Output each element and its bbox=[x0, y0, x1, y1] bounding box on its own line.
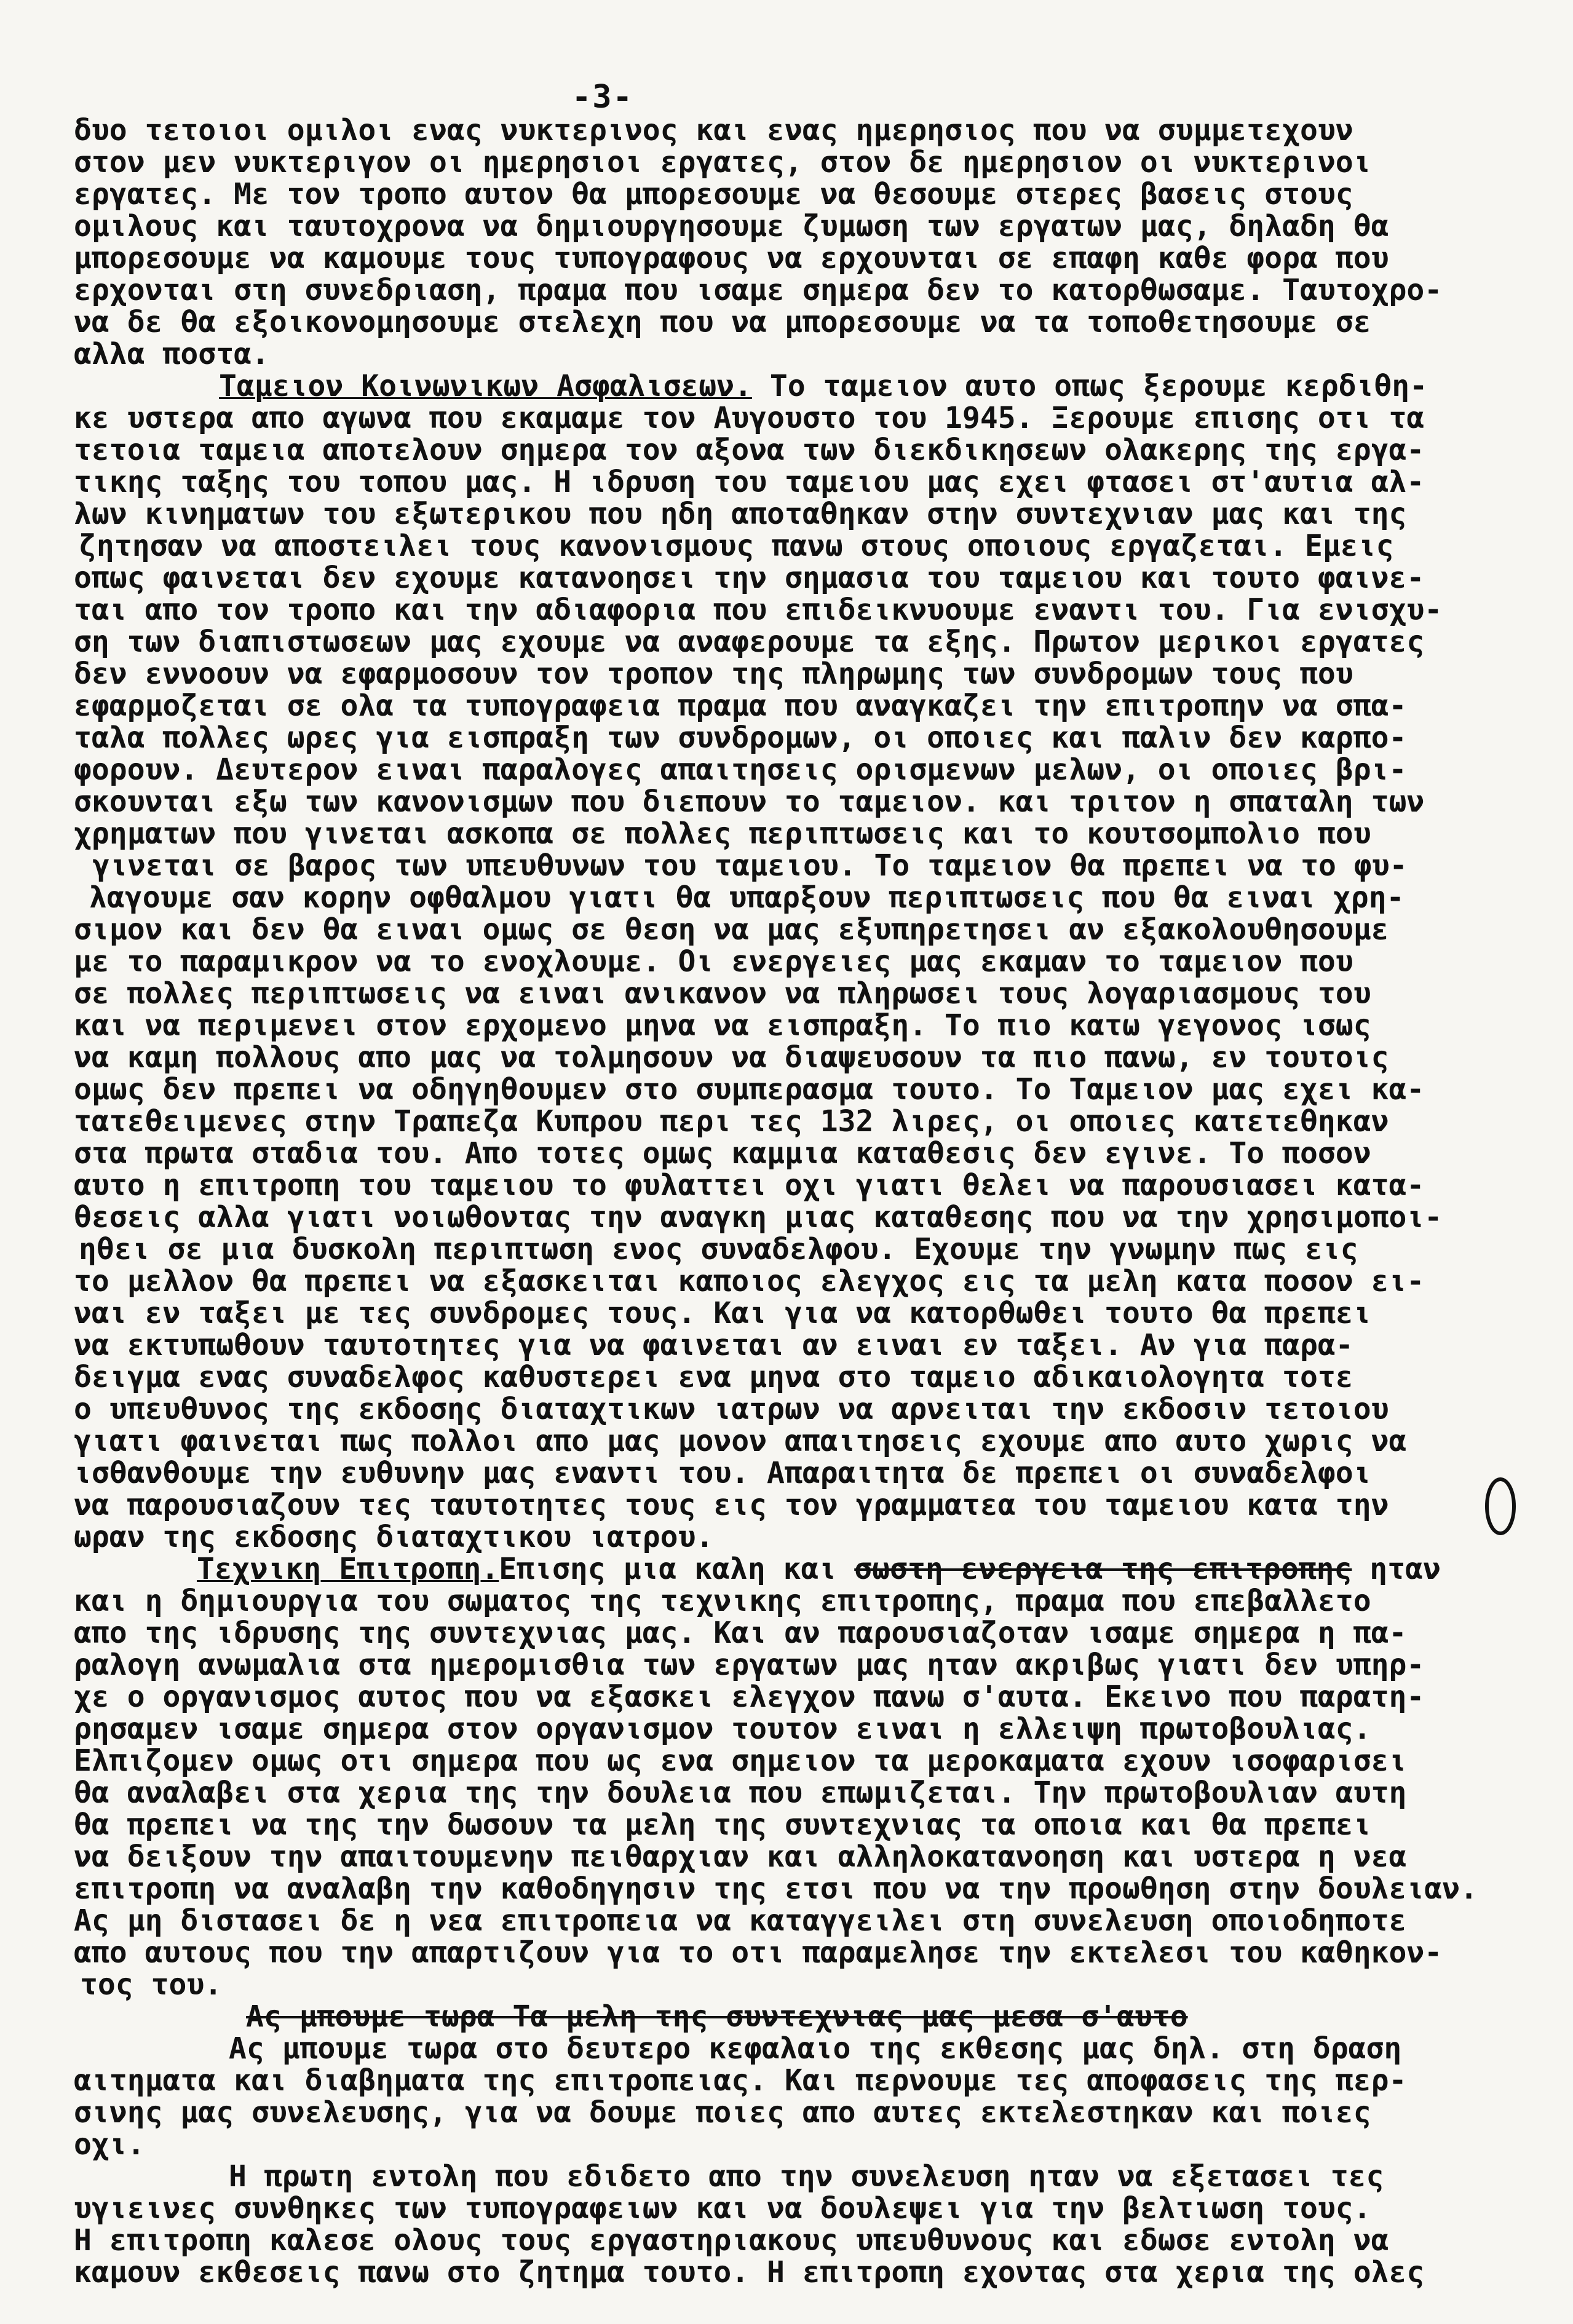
text-line: αλλα ποστα. bbox=[74, 337, 269, 371]
text-line: εργατες. Με τον τροπο αυτον θα μπορεσουμε να θεσουμε στερες βασεις στους bbox=[74, 177, 1353, 211]
text-line: αιτηματα και διαβηματα της επιτροπειας. Και περνουμε τες αποφασεις της περ- bbox=[74, 2063, 1407, 2098]
section-heading-techniki: Τεχνικη Επιτροπη. bbox=[197, 1552, 499, 1586]
section-line bbox=[0, 370, 1573, 402]
text-line: απο της ιδρυσης της συντεχνιας μας. Και αν παρουσιαζοταν ισαμε σημερα η πα- bbox=[74, 1616, 1407, 1650]
text-line: ζητησαν να αποστειλει τους κανονισμους πανω στους οποιους εργαζεται. Εμεις bbox=[79, 529, 1394, 563]
text-line: γιατι φαινεται πως πολλοι απο μας μονον απαιτησεις εχουμε απο αυτο χωρις να bbox=[74, 1424, 1407, 1458]
text-line: να εκτυπωθουν ταυτοτητες για να φαινεται αν ειναι εν ταξει. Αν για παρα- bbox=[74, 1328, 1353, 1362]
text-line: ερχονται στη συνεδριαση, πραμα που ισαμε σημερα δεν το κατορθωσαμε. Ταυτοχρο- bbox=[74, 273, 1443, 307]
text-line: ταλα πολλες ωρες για εισπραξη των συνδρομων, οι οποιες και παλιν δεν καρπο- bbox=[74, 721, 1407, 755]
text-line: ρησαμεν ισαμε σημερα στον οργανισμον τουτον ειναι η ελλειψη πρωτοβουλιας. bbox=[74, 1712, 1371, 1746]
text-line: ο υπευθυνος της εκδοσης διαταχτικων ιατρων να αρνειται την εκδοσιν τετοιου bbox=[74, 1392, 1389, 1426]
text-line: υγιεινες συνθηκες των τυπογραφειων και να δουλεψει για την βελτιωση τους. bbox=[74, 2191, 1371, 2226]
text-line: ναι εν ταξει με τες συνδρομες τους. Και για να κατορθωθει τουτο θα πρεπει bbox=[74, 1296, 1371, 1330]
text-line: μπορεσουμε να καμουμε τους τυπογραφους να ερχουνται σε επαφη καθε φορα που bbox=[74, 241, 1389, 275]
text-line: Ας μπουμε τωρα στο δευτερο κεφαλαιο της εκθεσης μας δηλ. στη δραση bbox=[229, 2031, 1402, 2066]
struck-text: σωστη ενεργεια της επιτροπης bbox=[854, 1552, 1352, 1586]
text-line: τικης ταξης του τοπου μας. Η ιδρυση του ταμειου μας εχει φτασει στ'αυτια αλ- bbox=[74, 465, 1425, 499]
text-line: ομως δεν πρεπει να οδηγηθουμεν στο συμπερασμα τουτο. Το Ταμειον μας εχει κα- bbox=[74, 1072, 1425, 1107]
text-line: να παρουσιαζουν τες ταυτοτητες τους εις τον γραμματεα του ταμειου κατα την bbox=[74, 1488, 1389, 1522]
text-line: τετοια ταμεια αποτελουν σημερα τον αξονα των διεκδικησεων ολακερης της εργα- bbox=[74, 433, 1425, 467]
text-line: σιμον και δεν θα ειναι ομως σε θεση να μας εξυπηρετησει αν εξακολουθησουμε bbox=[74, 912, 1389, 947]
text-line: τατεθειμενες στην Τραπεζα Κυπρου περι τες 132 λιρες, οι οποιες κατετεθηκαν bbox=[74, 1104, 1389, 1139]
text-line: φορουν. Δευτερον ειναι παραλογες απαιτησεις ορισμενων μελων, οι οποιες βρι- bbox=[74, 753, 1407, 787]
text-span: Το ταμειον αυτο οπως ξερουμε κερδιθη- bbox=[751, 369, 1428, 403]
text-line: σινης μας συνελευσης, για να δουμε ποιες απο αυτες εκτελεστηκαν και ποιες bbox=[74, 2095, 1371, 2130]
text-line: θα πρεπει να της την δωσουν τα μελη της συντεχνιας τα οποια και θα πρεπει bbox=[74, 1808, 1371, 1842]
text-line: στα πρωτα σταδια του. Απο τοτες ομως καμμια καταθεσις δεν εγινε. Το ποσον bbox=[74, 1136, 1371, 1171]
text-line: χρηματων που γινεται ασκοπα σε πολλες περιπτωσεις και το κουτσομπολιο που bbox=[74, 816, 1371, 851]
text-line: και να περιμενει στον ερχομενο μηνα να εισπραξη. Το πιο κατω γεγονος ισως bbox=[74, 1008, 1371, 1043]
text-line: δεν εννοουν να εφαρμοσουν τον τροπον της πληρωμης των συνδρομων τους που bbox=[74, 657, 1353, 691]
text-line: λαγουμε σαν κορην οφθαλμου γιατι θα υπαρξουν περιπτωσεις που θα ειναι χρη- bbox=[89, 880, 1405, 915]
text-line: λων κινηματων του εξωτερικου που ηδη αποταθηκαν στην συντεχνιαν μας και της bbox=[74, 497, 1407, 531]
text-line: Η πρωτη εντολη που εδιδετο απο την συνελευση ηταν να εξετασει τες bbox=[229, 2159, 1384, 2194]
text-span: Επισης μια καλη και bbox=[499, 1552, 855, 1586]
text-line: να δε θα εξοικονομησουμε στελεχη που να μπορεσουμε να τα τοποθετησουμε σε bbox=[74, 305, 1371, 339]
struck-text: Ας μπουμε τωρα Τα μελη της συντεχνιας μας μεσα σ'αυτο bbox=[246, 1999, 1188, 2034]
text-line: ηθει σε μια δυσκολη περιπτωση ενος συναδελφου. Εχουμε την γνωμην πως εις bbox=[79, 1232, 1358, 1267]
text-line: εφαρμοζεται σε ολα τα τυπογραφεια πραμα που αναγκαζει την επιτροπην να σπα- bbox=[74, 689, 1407, 723]
text-line: χε ο οργανισμος αυτος που να εξασκει ελεγχον πανω σ'αυτα. Εκεινο που παρατη- bbox=[74, 1680, 1425, 1714]
text-line: αυτο η επιτροπη του ταμειου το φυλαττει οχι γιατι θελει να παρουσιασει κατα- bbox=[74, 1168, 1425, 1203]
text-line: απο αυτους που την απαρτιζουν για το οτι παραμελησε την εκτελεσι του καθηκον- bbox=[74, 1935, 1443, 1970]
handwritten-circle-mark bbox=[1476, 1472, 1525, 1540]
text-line: σκουνται εξω των κανονισμων που διεπουν το ταμειον. και τριτον η σπαταλη των bbox=[74, 785, 1425, 819]
text-line: ωραν της εκδοσης διαταχτικου ιατρου. bbox=[74, 1520, 714, 1554]
text-line: ομιλους και ταυτοχρονα να δημιουργησουμε ζυμωση των εργατων μας, δηλαδη θα bbox=[74, 209, 1389, 243]
text-line: Η επιτροπη καλεσε ολους τους εργαστηριακους υπευθυνους και εδωσε εντολη να bbox=[74, 2223, 1389, 2258]
text-line: οχι. bbox=[74, 2127, 145, 2162]
section-line bbox=[0, 1553, 1573, 1585]
text-line: να καμη πολλους απο μας να τολμησουν να διαψευσουν τα πιο πανω, εν τουτοις bbox=[74, 1040, 1389, 1075]
text-line: ση των διαπιστωσεων μας εχουμε να αναφερουμε τα εξης. Πρωτον μερικοι εργατες bbox=[74, 625, 1425, 659]
text-line: στον μεν νυκτεριγον οι ημερησιοι εργατες, στον δε ημερησιον οι νυκτερινοι bbox=[74, 145, 1371, 180]
text-line: να δειξουν την απαιτουμενην πειθαρχιαν και αλληλοκατανοηση και υστερα η νεα bbox=[74, 1840, 1407, 1874]
text-line: Ελπιζομεν ομως οτι σημερα που ως ενα σημειον τα μεροκαματα εχουν ισοφαρισει bbox=[74, 1744, 1407, 1778]
text-line: με το παραμικρον να το ενοχλουμε. Οι ενεργειες μας εκαμαν το ταμειον που bbox=[74, 944, 1353, 979]
text-line: Ας μη διστασει δε η νεα επιτροπεια να καταγγειλει στη συνελευση οποιοδηποτε bbox=[74, 1903, 1407, 1938]
text-line: επιτροπη να αναλαβη την καθοδηγησιν της ετσι που να την προωθηση στην δουλειαν. bbox=[74, 1871, 1478, 1906]
text-line: γινεται σε βαρος των υπευθυνων του ταμειου. Το ταμειον θα πρεπει να το φυ- bbox=[92, 848, 1408, 883]
text-line: δειγμα ενας συναδελφος καθυστερει ενα μηνα στο ταμειο αδικαιολογητα τοτε bbox=[74, 1360, 1353, 1394]
document-body bbox=[0, 114, 1573, 2288]
struck-line bbox=[0, 2001, 1573, 2033]
text-line: οπως φαινεται δεν εχουμε κατανοησει την σημασια του ταμειου και τουτο φαινε- bbox=[74, 561, 1425, 595]
text-line: σε πολλες περιπτωσεις να ειναι ανικανον να πληρωσει τους λογαριασμους του bbox=[74, 976, 1371, 1011]
text-line: και η δημιουργια του σωματος της τεχνικης επιτροπης, πραμα που επεβαλλετο bbox=[74, 1584, 1371, 1618]
text-line: θεσεις αλλα γιατι νοιωθοντας την αναγκη μιας καταθεσης που να την χρησιμοποι- bbox=[74, 1200, 1443, 1235]
text-line: το μελλον θα πρεπει να εξασκειται καποιος ελεγχος εις τα μελη κατα ποσον ει- bbox=[74, 1264, 1425, 1298]
text-line: ισθανθουμε την ευθυνην μας εναντι του. Απαραιτητα δε πρεπει οι συναδελφοι bbox=[74, 1456, 1371, 1490]
text-line: καμουν εκθεσεις πανω στο ζητημα τουτο. Η επιτροπη εχοντας στα χερια της ολες bbox=[74, 2255, 1425, 2290]
text-line: κε υστερα απο αγωνα που εκαμαμε τον Αυγουστο του 1945. Ξερουμε επισης οτι τα bbox=[74, 401, 1425, 435]
text-line: ραλογη ανωμαλια στα ημερομισθια των εργατων μας ηταν ακριβως γιατι δεν υπηρ- bbox=[74, 1648, 1425, 1682]
text-span: ηταν bbox=[1352, 1552, 1441, 1586]
section-heading-tameion: Ταμειον Κοινωνικων Ασφαλισεων. bbox=[219, 369, 752, 403]
text-line: ται απο τον τροπο και την αδιαφορια που επιδεικνυουμε εναντι του. Για ενισχυ- bbox=[74, 593, 1443, 627]
page-number: -3- bbox=[572, 79, 633, 116]
text-line: δυο τετοιοι ομιλοι ενας νυκτερινος και ενας ημερησιος που να συμμετεχουν bbox=[74, 113, 1353, 148]
text-line: θα αναλαβει στα χερια της την δουλεια που επωμιζεται. Την πρωτοβουλιαν αυτη bbox=[74, 1776, 1407, 1810]
text-line: τος του. bbox=[80, 1967, 223, 2002]
